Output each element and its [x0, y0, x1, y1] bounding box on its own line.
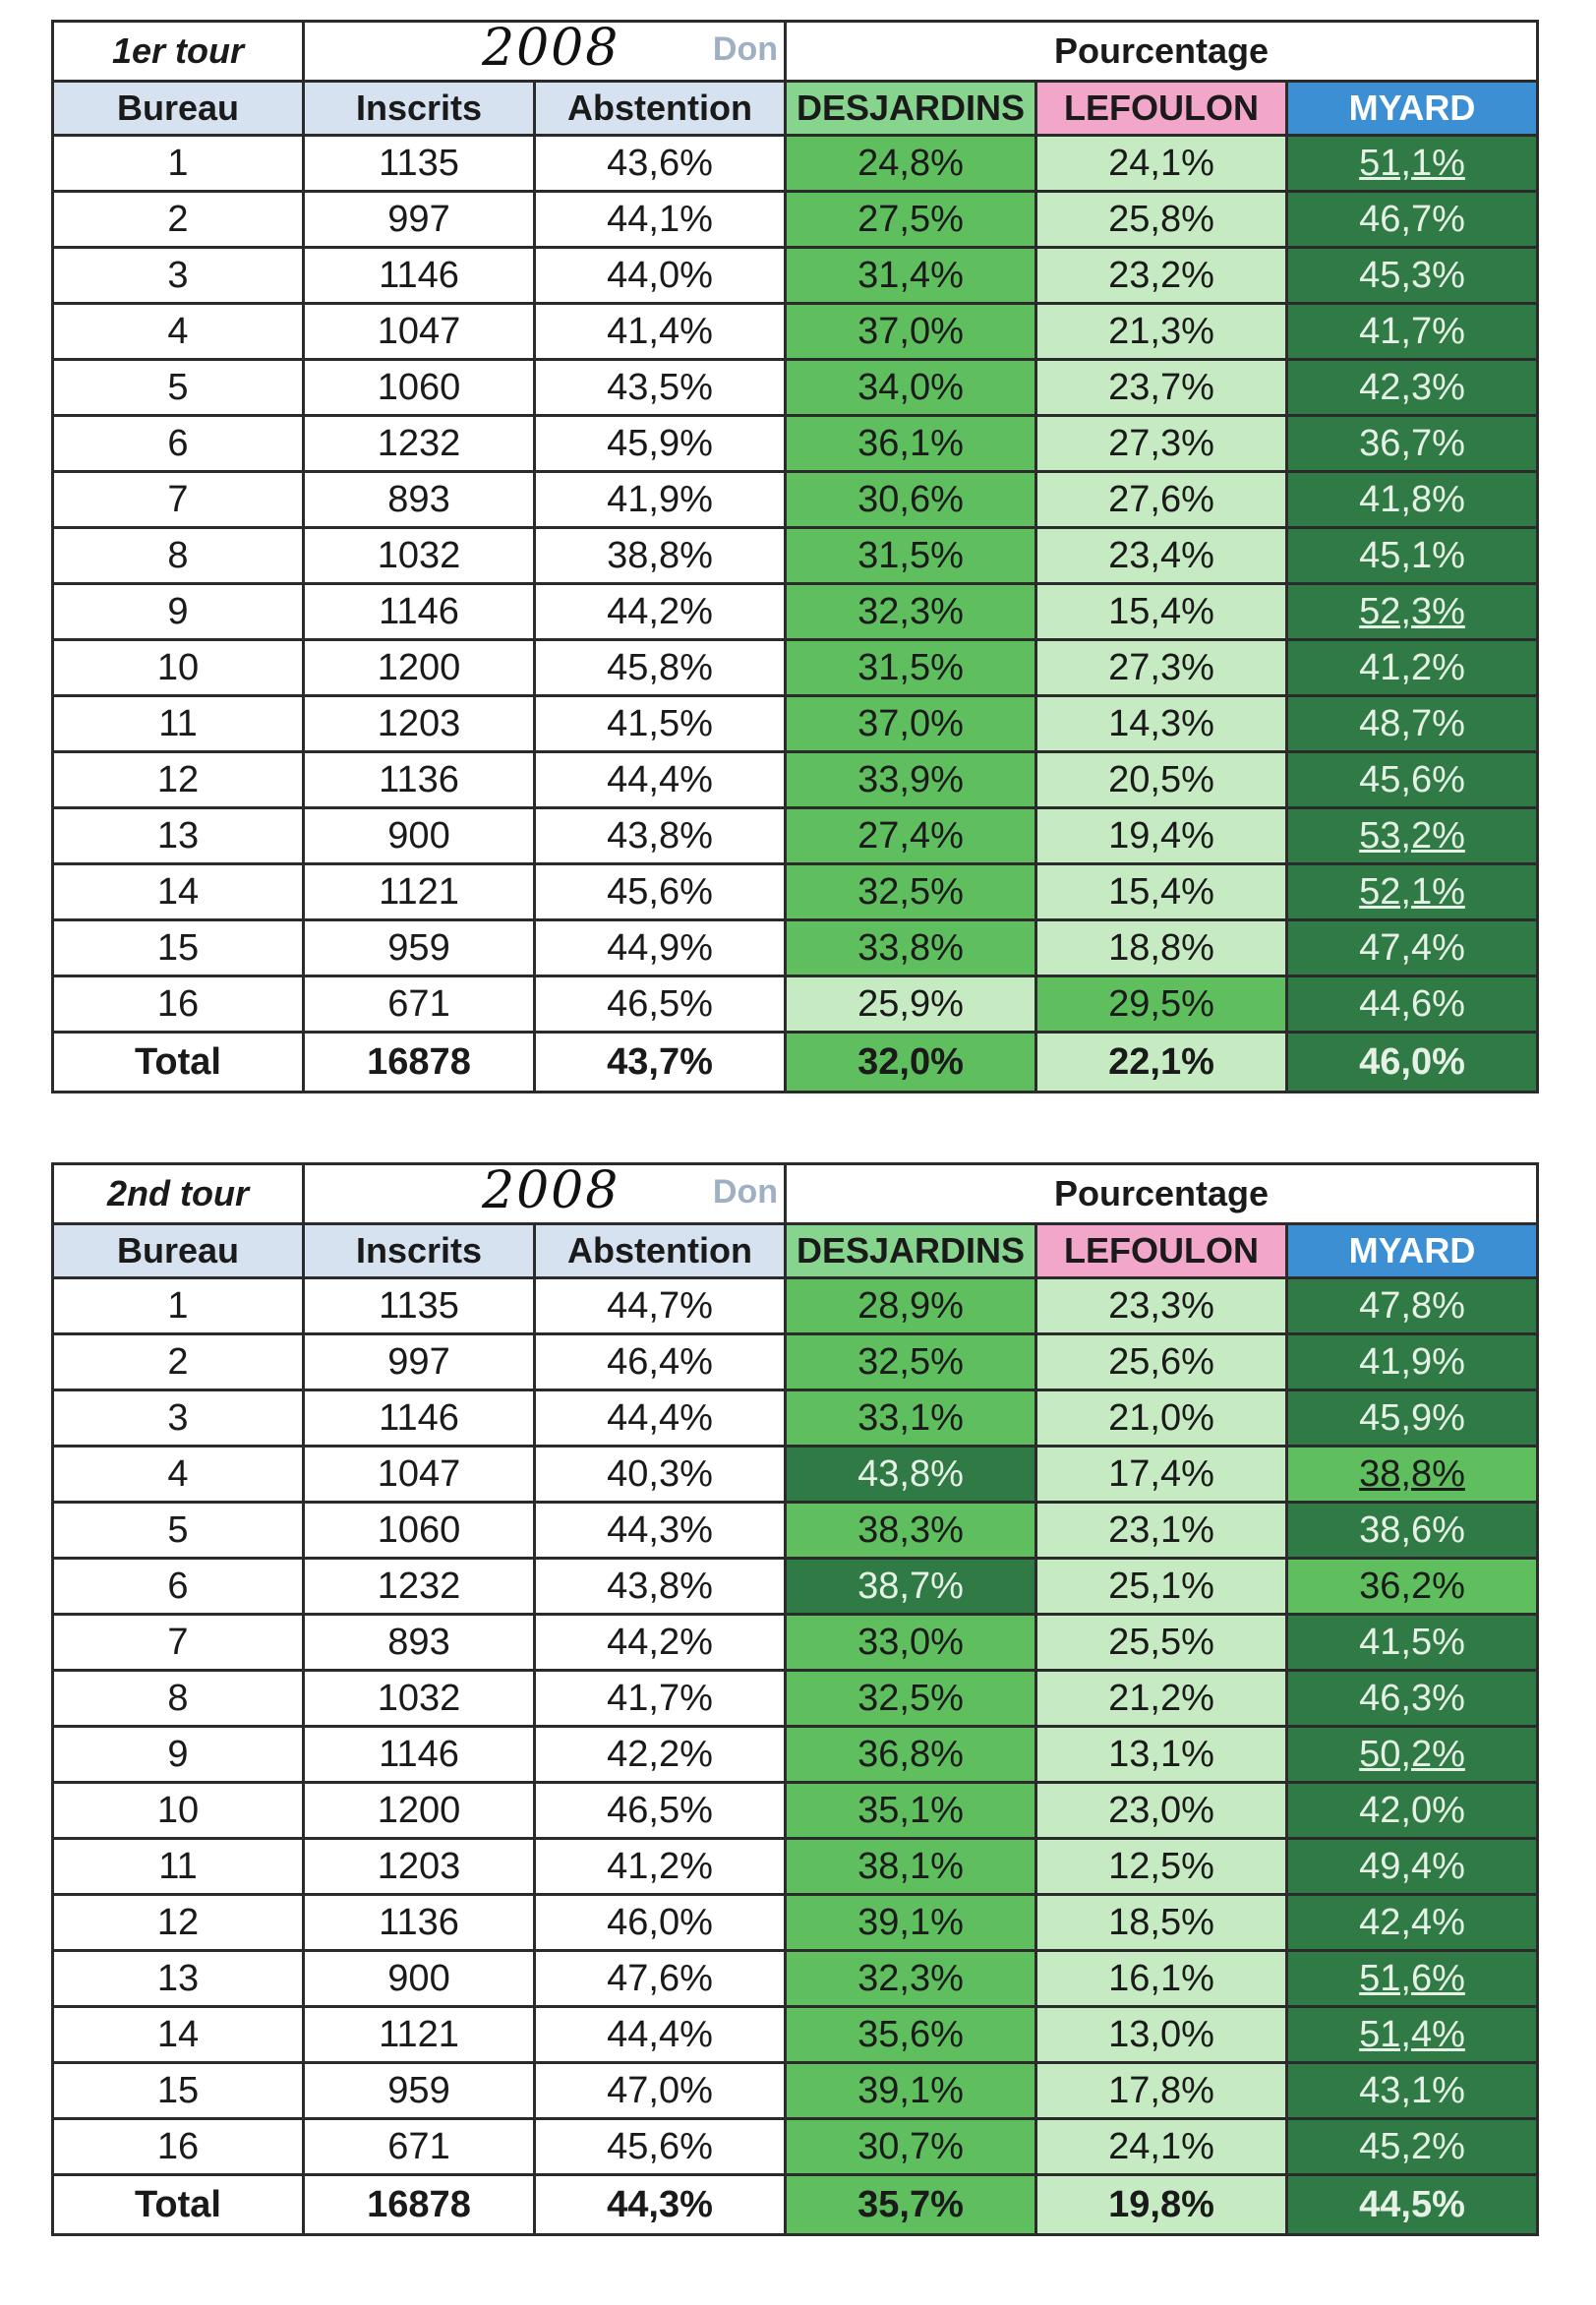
- cell-myard: 52,1%: [1287, 864, 1538, 920]
- cell-bureau: 16: [53, 976, 304, 1033]
- cell-lefoulon: 24,1%: [1036, 136, 1287, 192]
- cell-myard: 42,3%: [1287, 360, 1538, 416]
- cell-bureau: 4: [53, 1447, 304, 1503]
- total-row: [53, 2175, 1538, 2235]
- cell-myard: 51,1%: [1287, 136, 1538, 192]
- cell-inscrits: 959: [304, 920, 535, 976]
- cell-abstention: 46,5%: [535, 976, 786, 1033]
- table-top-row: [53, 22, 1538, 82]
- cell-lefoulon: 27,6%: [1036, 472, 1287, 528]
- cell-inscrits: 1135: [304, 136, 535, 192]
- cell-bureau: 7: [53, 1615, 304, 1671]
- table-row: [53, 2007, 1538, 2063]
- cell-inscrits: 900: [304, 808, 535, 864]
- cell-desjardins: 30,6%: [786, 472, 1036, 528]
- cell-abstention: 44,4%: [535, 752, 786, 808]
- table-row: [53, 920, 1538, 976]
- cell-abstention: 46,5%: [535, 1783, 786, 1839]
- cell-lefoulon: 27,3%: [1036, 640, 1287, 696]
- cell-myard: 46,7%: [1287, 192, 1538, 248]
- cell-myard: 42,0%: [1287, 1783, 1538, 1839]
- cell-inscrits: 1232: [304, 416, 535, 472]
- year-cell: [304, 22, 786, 82]
- cell-desjardins: 24,8%: [786, 136, 1036, 192]
- table-row: [53, 1559, 1538, 1615]
- cell-myard: 45,6%: [1287, 752, 1538, 808]
- cell-inscrits: 1232: [304, 1559, 535, 1615]
- cell-bureau: 8: [53, 1671, 304, 1727]
- header-inscrits: Inscrits: [304, 82, 535, 136]
- cell-myard: 45,2%: [1287, 2119, 1538, 2175]
- cell-lefoulon: 23,2%: [1036, 248, 1287, 304]
- cell-inscrits: 1203: [304, 1839, 535, 1895]
- cell-total-desjardins: 35,7%: [786, 2175, 1036, 2235]
- cell-myard: 48,7%: [1287, 696, 1538, 752]
- table-row: [53, 752, 1538, 808]
- table-row: [53, 1334, 1538, 1390]
- cell-total-myard: 46,0%: [1287, 1033, 1538, 1093]
- table-row: [53, 1447, 1538, 1503]
- cell-bureau: 2: [53, 192, 304, 248]
- cell-lefoulon: 21,2%: [1036, 1671, 1287, 1727]
- cell-inscrits: 1121: [304, 864, 535, 920]
- header-bureau: Bureau: [53, 82, 304, 136]
- cell-bureau: 5: [53, 1503, 304, 1559]
- cell-myard: 51,4%: [1287, 2007, 1538, 2063]
- cell-bureau: 10: [53, 640, 304, 696]
- cell-lefoulon: 25,5%: [1036, 1615, 1287, 1671]
- cell-desjardins: 33,0%: [786, 1615, 1036, 1671]
- cell-total-inscrits: 16878: [304, 2175, 535, 2235]
- cell-abstention: 44,4%: [535, 2007, 786, 2063]
- table-row: [53, 1615, 1538, 1671]
- cell-lefoulon: 23,0%: [1036, 1783, 1287, 1839]
- cell-lefoulon: 17,8%: [1036, 2063, 1287, 2119]
- cell-inscrits: 671: [304, 2119, 535, 2175]
- cell-bureau: 9: [53, 1727, 304, 1783]
- cell-desjardins: 36,1%: [786, 416, 1036, 472]
- cell-inscrits: 671: [304, 976, 535, 1033]
- table-row: [53, 1839, 1538, 1895]
- cell-lefoulon: 12,5%: [1036, 1839, 1287, 1895]
- cell-bureau: 11: [53, 1839, 304, 1895]
- cell-myard: 45,1%: [1287, 528, 1538, 584]
- percentage-title-cell: [786, 1164, 1538, 1224]
- cell-myard: 36,7%: [1287, 416, 1538, 472]
- cell-lefoulon: 15,4%: [1036, 584, 1287, 640]
- cell-lefoulon: 16,1%: [1036, 1951, 1287, 2007]
- cell-desjardins: 34,0%: [786, 360, 1036, 416]
- cell-lefoulon: 25,1%: [1036, 1559, 1287, 1615]
- cell-bureau: 2: [53, 1334, 304, 1390]
- cell-desjardins: 35,1%: [786, 1783, 1036, 1839]
- table-row: [53, 136, 1538, 192]
- header-abstention: Abstention: [535, 82, 786, 136]
- cell-desjardins: 39,1%: [786, 1895, 1036, 1951]
- cell-inscrits: 1047: [304, 1447, 535, 1503]
- table-row: [53, 1895, 1538, 1951]
- cell-lefoulon: 27,3%: [1036, 416, 1287, 472]
- cell-inscrits: 1200: [304, 1783, 535, 1839]
- cell-lefoulon: 29,5%: [1036, 976, 1287, 1033]
- table-row: [53, 1727, 1538, 1783]
- percentage-title: Pourcentage: [1053, 1173, 1270, 1213]
- cell-bureau: 5: [53, 360, 304, 416]
- cell-abstention: 41,5%: [535, 696, 786, 752]
- year-cell: [304, 1164, 786, 1224]
- cell-lefoulon: 23,7%: [1036, 360, 1287, 416]
- cell-desjardins: 38,7%: [786, 1559, 1036, 1615]
- cell-abstention: 41,9%: [535, 472, 786, 528]
- round-label-text: 1er tour: [111, 30, 245, 71]
- cell-lefoulon: 13,1%: [1036, 1727, 1287, 1783]
- cell-inscrits: 1146: [304, 1727, 535, 1783]
- cell-abstention: 38,8%: [535, 528, 786, 584]
- cell-desjardins: 32,5%: [786, 864, 1036, 920]
- cell-inscrits: 1047: [304, 304, 535, 360]
- cell-myard: 41,5%: [1287, 1615, 1538, 1671]
- cell-lefoulon: 25,8%: [1036, 192, 1287, 248]
- cell-desjardins: 37,0%: [786, 696, 1036, 752]
- cell-abstention: 43,6%: [535, 136, 786, 192]
- cell-abstention: 45,6%: [535, 864, 786, 920]
- cell-inscrits: 1146: [304, 1390, 535, 1447]
- cell-desjardins: 25,9%: [786, 976, 1036, 1033]
- cell-bureau: 13: [53, 808, 304, 864]
- percentage-title-cell: [786, 22, 1538, 82]
- cell-inscrits: 900: [304, 1951, 535, 2007]
- table-row: [53, 808, 1538, 864]
- cell-myard: 46,3%: [1287, 1671, 1538, 1727]
- cell-myard: 44,6%: [1287, 976, 1538, 1033]
- table-row: [53, 2063, 1538, 2119]
- cell-desjardins: 33,1%: [786, 1390, 1036, 1447]
- cell-inscrits: 1136: [304, 1895, 535, 1951]
- cell-myard: 53,2%: [1287, 808, 1538, 864]
- cell-lefoulon: 21,0%: [1036, 1390, 1287, 1447]
- cell-bureau: 10: [53, 1783, 304, 1839]
- table-top-row: [53, 1164, 1538, 1224]
- cell-abstention: 41,7%: [535, 1671, 786, 1727]
- cell-lefoulon: 17,4%: [1036, 1447, 1287, 1503]
- table-row: [53, 1951, 1538, 2007]
- cell-bureau: 1: [53, 136, 304, 192]
- cell-bureau: 8: [53, 528, 304, 584]
- cell-inscrits: 1146: [304, 584, 535, 640]
- cell-desjardins: 31,5%: [786, 528, 1036, 584]
- cell-lefoulon: 18,5%: [1036, 1895, 1287, 1951]
- cell-abstention: 43,8%: [535, 1559, 786, 1615]
- cell-lefoulon: 13,0%: [1036, 2007, 1287, 2063]
- table-row: [53, 528, 1538, 584]
- header-inscrits: Inscrits: [304, 1224, 535, 1278]
- cell-total-lefoulon: 22,1%: [1036, 1033, 1287, 1093]
- handwritten-note: Don: [712, 30, 778, 68]
- cell-abstention: 44,4%: [535, 1390, 786, 1447]
- cell-total-inscrits: 16878: [304, 1033, 535, 1093]
- cell-desjardins: 32,5%: [786, 1334, 1036, 1390]
- cell-inscrits: 959: [304, 2063, 535, 2119]
- table-row: [53, 304, 1538, 360]
- cell-lefoulon: 21,3%: [1036, 304, 1287, 360]
- cell-abstention: 41,2%: [535, 1839, 786, 1895]
- cell-myard: 45,9%: [1287, 1390, 1538, 1447]
- cell-abstention: 46,0%: [535, 1895, 786, 1951]
- cell-abstention: 44,3%: [535, 1503, 786, 1559]
- cell-lefoulon: 15,4%: [1036, 864, 1287, 920]
- cell-lefoulon: 18,8%: [1036, 920, 1287, 976]
- cell-lefoulon: 25,6%: [1036, 1334, 1287, 1390]
- cell-desjardins: 30,7%: [786, 2119, 1036, 2175]
- cell-bureau: 16: [53, 2119, 304, 2175]
- cell-inscrits: 1200: [304, 640, 535, 696]
- cell-desjardins: 32,5%: [786, 1671, 1036, 1727]
- handwritten-year: 2008: [482, 21, 621, 78]
- cell-desjardins: 35,6%: [786, 2007, 1036, 2063]
- cell-lefoulon: 23,4%: [1036, 528, 1287, 584]
- table-row: [53, 696, 1538, 752]
- cell-abstention: 44,9%: [535, 920, 786, 976]
- cell-inscrits: 893: [304, 1615, 535, 1671]
- cell-abstention: 42,2%: [535, 1727, 786, 1783]
- cell-total-abstention: 43,7%: [535, 1033, 786, 1093]
- header-desjardins: DESJARDINS: [786, 1224, 1036, 1278]
- cell-inscrits: 997: [304, 1334, 535, 1390]
- cell-desjardins: 32,3%: [786, 584, 1036, 640]
- cell-inscrits: 1121: [304, 2007, 535, 2063]
- cell-desjardins: 33,9%: [786, 752, 1036, 808]
- cell-lefoulon: 23,1%: [1036, 1503, 1287, 1559]
- round-label-text: 2nd tour: [107, 1173, 249, 1213]
- cell-lefoulon: 19,4%: [1036, 808, 1287, 864]
- table-row: [53, 2119, 1538, 2175]
- cell-myard: 49,4%: [1287, 1839, 1538, 1895]
- cell-myard: 52,3%: [1287, 584, 1538, 640]
- cell-desjardins: 37,0%: [786, 304, 1036, 360]
- cell-abstention: 40,3%: [535, 1447, 786, 1503]
- cell-inscrits: 1060: [304, 1503, 535, 1559]
- cell-bureau: 3: [53, 1390, 304, 1447]
- header-myard: MYARD: [1287, 82, 1538, 136]
- cell-inscrits: 1060: [304, 360, 535, 416]
- cell-abstention: 44,2%: [535, 1615, 786, 1671]
- table-row: [53, 472, 1538, 528]
- cell-bureau: 6: [53, 416, 304, 472]
- results-table-round-2: [51, 1162, 1539, 2236]
- cell-bureau: 4: [53, 304, 304, 360]
- cell-lefoulon: 14,3%: [1036, 696, 1287, 752]
- table-header-row: [53, 82, 1538, 136]
- cell-desjardins: 32,3%: [786, 1951, 1036, 2007]
- cell-abstention: 44,1%: [535, 192, 786, 248]
- header-myard: MYARD: [1287, 1224, 1538, 1278]
- table-row: [53, 1783, 1538, 1839]
- cell-bureau: 12: [53, 1895, 304, 1951]
- cell-abstention: 47,6%: [535, 1951, 786, 2007]
- table-row: [53, 976, 1538, 1033]
- cell-bureau: 12: [53, 752, 304, 808]
- round-label: [53, 22, 304, 82]
- cell-myard: 42,4%: [1287, 1895, 1538, 1951]
- cell-inscrits: 997: [304, 192, 535, 248]
- cell-inscrits: 1146: [304, 248, 535, 304]
- cell-desjardins: 43,8%: [786, 1447, 1036, 1503]
- cell-bureau: 15: [53, 2063, 304, 2119]
- header-bureau: Bureau: [53, 1224, 304, 1278]
- cell-myard: 41,2%: [1287, 640, 1538, 696]
- table-row: [53, 584, 1538, 640]
- cell-abstention: 47,0%: [535, 2063, 786, 2119]
- cell-myard: 47,8%: [1287, 1278, 1538, 1334]
- header-lefoulon: LEFOULON: [1036, 82, 1287, 136]
- cell-inscrits: 1136: [304, 752, 535, 808]
- cell-lefoulon: 24,1%: [1036, 2119, 1287, 2175]
- round-label: [53, 1164, 304, 1224]
- table-row: [53, 1390, 1538, 1447]
- cell-abstention: 44,0%: [535, 248, 786, 304]
- cell-bureau: 1: [53, 1278, 304, 1334]
- cell-lefoulon: 23,3%: [1036, 1278, 1287, 1334]
- cell-myard: 45,3%: [1287, 248, 1538, 304]
- cell-myard: 51,6%: [1287, 1951, 1538, 2007]
- cell-myard: 38,6%: [1287, 1503, 1538, 1559]
- cell-bureau: 14: [53, 864, 304, 920]
- cell-inscrits: 1032: [304, 1671, 535, 1727]
- cell-myard: 38,8%: [1287, 1447, 1538, 1503]
- cell-desjardins: 38,1%: [786, 1839, 1036, 1895]
- cell-total-desjardins: 32,0%: [786, 1033, 1036, 1093]
- table-row: [53, 416, 1538, 472]
- table-row: [53, 192, 1538, 248]
- header-desjardins: DESJARDINS: [786, 82, 1036, 136]
- header-abstention: Abstention: [535, 1224, 786, 1278]
- cell-desjardins: 31,4%: [786, 248, 1036, 304]
- cell-bureau: 6: [53, 1559, 304, 1615]
- cell-bureau: 11: [53, 696, 304, 752]
- cell-desjardins: 31,5%: [786, 640, 1036, 696]
- cell-desjardins: 27,4%: [786, 808, 1036, 864]
- cell-abstention: 43,5%: [535, 360, 786, 416]
- cell-abstention: 46,4%: [535, 1334, 786, 1390]
- cell-bureau: 9: [53, 584, 304, 640]
- cell-abstention: 44,2%: [535, 584, 786, 640]
- table-row: [53, 1671, 1538, 1727]
- total-row: [53, 1033, 1538, 1093]
- cell-abstention: 44,7%: [535, 1278, 786, 1334]
- handwritten-year: 2008: [482, 1163, 621, 1220]
- percentage-title: Pourcentage: [1053, 30, 1270, 71]
- cell-bureau: 15: [53, 920, 304, 976]
- cell-desjardins: 27,5%: [786, 192, 1036, 248]
- cell-desjardins: 33,8%: [786, 920, 1036, 976]
- cell-bureau: 14: [53, 2007, 304, 2063]
- table-row: [53, 864, 1538, 920]
- cell-bureau: 7: [53, 472, 304, 528]
- cell-myard: 43,1%: [1287, 2063, 1538, 2119]
- cell-abstention: 45,9%: [535, 416, 786, 472]
- cell-myard: 47,4%: [1287, 920, 1538, 976]
- table-row: [53, 1503, 1538, 1559]
- handwritten-note: Don: [712, 1173, 778, 1211]
- table-header-row: [53, 1224, 1538, 1278]
- cell-total-abstention: 44,3%: [535, 2175, 786, 2235]
- cell-total-label: Total: [53, 1033, 304, 1093]
- cell-myard: 41,9%: [1287, 1334, 1538, 1390]
- table-row: [53, 360, 1538, 416]
- cell-desjardins: 38,3%: [786, 1503, 1036, 1559]
- cell-desjardins: 36,8%: [786, 1727, 1036, 1783]
- table-row: [53, 248, 1538, 304]
- cell-total-myard: 44,5%: [1287, 2175, 1538, 2235]
- cell-inscrits: 1032: [304, 528, 535, 584]
- cell-bureau: 3: [53, 248, 304, 304]
- cell-inscrits: 1135: [304, 1278, 535, 1334]
- header-lefoulon: LEFOULON: [1036, 1224, 1287, 1278]
- table-row: [53, 1278, 1538, 1334]
- cell-desjardins: 39,1%: [786, 2063, 1036, 2119]
- cell-inscrits: 1203: [304, 696, 535, 752]
- cell-myard: 50,2%: [1287, 1727, 1538, 1783]
- cell-lefoulon: 20,5%: [1036, 752, 1287, 808]
- cell-inscrits: 893: [304, 472, 535, 528]
- cell-abstention: 43,8%: [535, 808, 786, 864]
- cell-desjardins: 28,9%: [786, 1278, 1036, 1334]
- cell-total-lefoulon: 19,8%: [1036, 2175, 1287, 2235]
- results-table-round-1: [51, 20, 1539, 1093]
- table-row: [53, 640, 1538, 696]
- cell-total-label: Total: [53, 2175, 304, 2235]
- cell-bureau: 13: [53, 1951, 304, 2007]
- cell-abstention: 45,6%: [535, 2119, 786, 2175]
- cell-myard: 41,7%: [1287, 304, 1538, 360]
- cell-abstention: 45,8%: [535, 640, 786, 696]
- cell-myard: 36,2%: [1287, 1559, 1538, 1615]
- cell-abstention: 41,4%: [535, 304, 786, 360]
- cell-myard: 41,8%: [1287, 472, 1538, 528]
